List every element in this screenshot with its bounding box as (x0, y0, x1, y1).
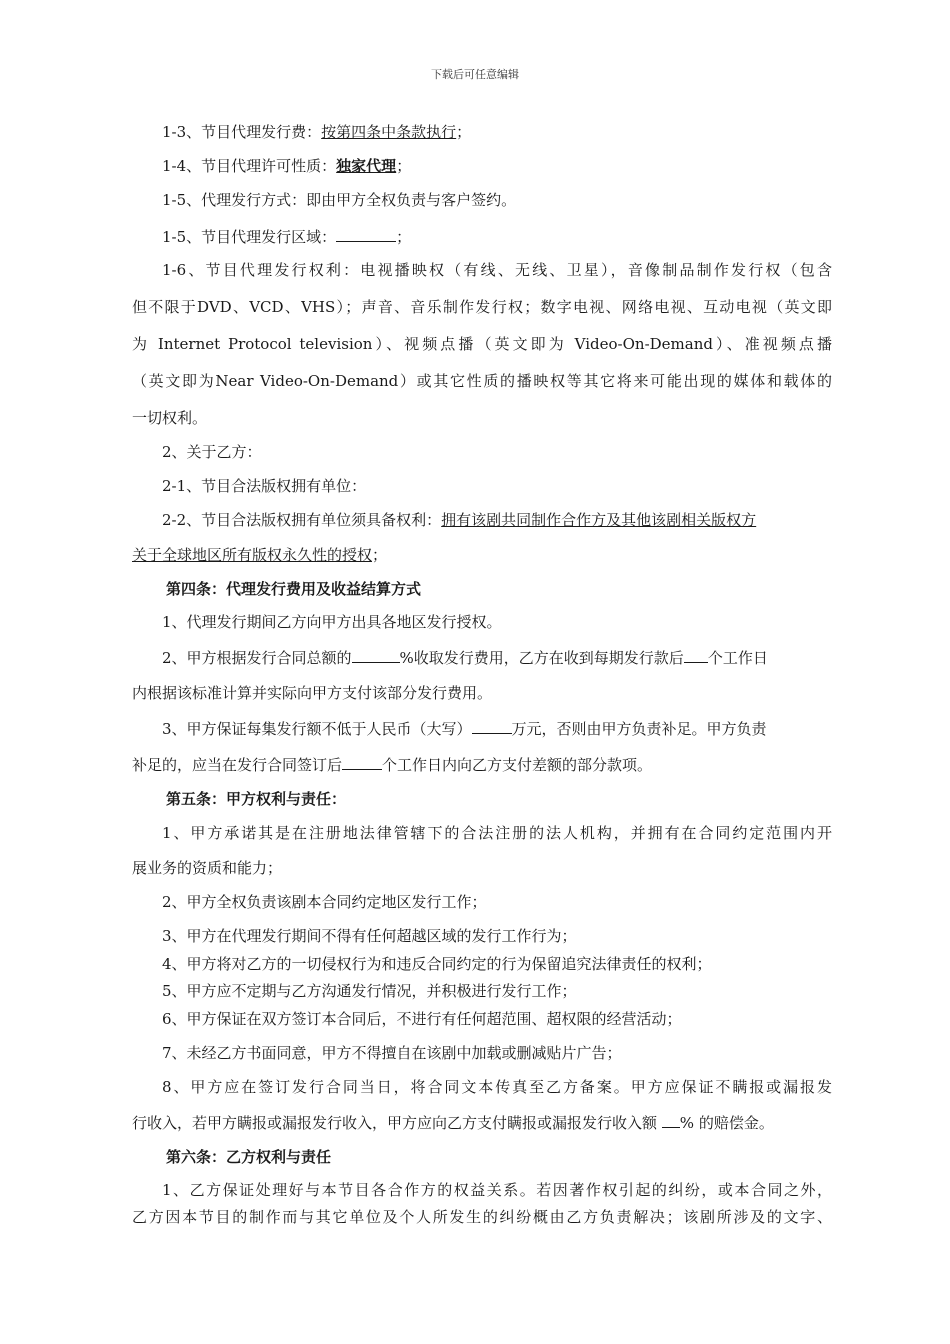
clause-1-3-value: 按第四条中条款执行 (321, 123, 457, 141)
blank-field (662, 1112, 680, 1128)
article-5-p1-line-2: 展业务的资质和能力； (132, 859, 283, 877)
blank-field (352, 647, 400, 663)
article-5-heading: 第五条：甲方权利与责任： (166, 790, 347, 808)
clause-2-2-line-1 (162, 510, 832, 530)
page-header: 下载后可任意编辑 (431, 68, 519, 81)
punctuation: ； (396, 157, 412, 175)
clause-2-2-value-cont: 关于全球地区所有版权永久性的授权 (132, 546, 373, 564)
text-run: 万元，否则由甲方负责补足。甲方负责 (511, 720, 767, 738)
blank-field (336, 226, 396, 242)
article-5-p8-line-1: 8、甲方应在签订发行合同当日，将合同文本传真至乙方备案。甲方应保证不瞒报或漏报发 (162, 1078, 832, 1096)
text-run: 行收入，若甲方瞒报或漏报发行收入，甲方应向乙方支付瞒报或漏报发行收入额 (132, 1114, 658, 1132)
clause-1-5-region (162, 226, 832, 247)
article-4-p1: 1、代理发行期间乙方向甲方出具各地区发行授权。 (162, 613, 502, 631)
blank-field (472, 718, 512, 734)
article-5-p3: 3、甲方在代理发行期间不得有任何超越区域的发行工作行为； (162, 927, 577, 945)
clause-1-5-method: 1-5、代理发行方式：即由甲方全权负责与客户签约。 (162, 191, 517, 209)
blank-field (342, 754, 382, 770)
clause-1-6-line-5: 一切权利。 (132, 409, 208, 427)
clause-1-5-region-label: 1-5、节目代理发行区域： (162, 228, 337, 246)
article-4-p3-line-2 (132, 754, 832, 775)
party-b-title: 2、关于乙方： (162, 443, 262, 461)
text-run: 3、甲方保证每集发行额不低于人民币（大写） (162, 720, 472, 738)
text-run: %收取发行费用，乙方在收到每期发行款后 (399, 649, 684, 667)
clause-1-3-label: 1-3、节目代理发行费： (162, 123, 322, 141)
article-5-p5: 5、甲方应不定期与乙方沟通发行情况，并积极进行发行工作； (162, 982, 577, 1000)
clause-1-4-label: 1-4、节目代理许可性质： (162, 157, 337, 175)
clause-1-6-line-4: （英文即为Near Video-On-Demand）或其它性质的播映权等其它将来可能出现的媒体和载体的 (132, 372, 832, 390)
text-run: 补足的，应当在发行合同签订后 (132, 756, 343, 774)
clause-2-2-value: 拥有该剧共同制作合作方及其他该剧相关版权方 (441, 511, 757, 529)
text-run: % 的赔偿金。 (679, 1114, 774, 1132)
clause-2-2-label: 2-2、节目合法版权拥有单位须具备权利： (162, 511, 442, 529)
clause-2-1: 2-1、节目合法版权拥有单位： (162, 477, 367, 495)
clause-1-6-line-3: 为 Internet Protocol television）、视频点播（英文即为 Video-On-Demand）、准视频点播 (132, 335, 832, 353)
clause-1-4 (162, 156, 832, 176)
punctuation: ； (372, 546, 388, 564)
clause-1-6-line-1: 1-6、节目代理发行权利：电视播映权（有线、无线、卫星），音像制品制作发行权（包含 (162, 261, 832, 279)
article-4-p3-line-1 (162, 718, 832, 739)
clause-1-4-value: 独家代理 (336, 157, 397, 175)
article-5-p4: 4、甲方将对乙方的一切侵权行为和违反合同约定的行为保留追究法律责任的权利； (162, 955, 712, 973)
text-run: 个工作日 (707, 649, 768, 667)
article-5-p8-line-2 (132, 1112, 832, 1133)
article-5-p6: 6、甲方保证在双方签订本合同后，不进行有任何超范围、超权限的经营活动； (162, 1010, 682, 1028)
article-5-p7: 7、未经乙方书面同意，甲方不得擅自在该剧中加载或删减贴片广告； (162, 1044, 622, 1062)
article-5-p2: 2、甲方全权负责该剧本合同约定地区发行工作； (162, 893, 487, 911)
article-6-heading: 第六条：乙方权利与责任 (166, 1148, 332, 1166)
article-6-p1-line-1: 1、乙方保证处理好与本节目各合作方的权益关系。若因著作权引起的纠纷，或本合同之外， (162, 1181, 832, 1199)
punctuation: ； (456, 123, 472, 141)
article-4-heading: 第四条：代理发行费用及收益结算方式 (166, 580, 422, 598)
text-run: 个工作日内向乙方支付差额的部分款项。 (382, 756, 653, 774)
article-4-p2-line-2: 内根据该标准计算并实际向甲方支付该部分发行费用。 (132, 684, 493, 702)
clause-1-6-line-2: 但不限于DVD、VCD、VHS）；声音、音乐制作发行权；数字电视、网络电视、互动电视（英文即 (132, 298, 832, 316)
punctuation: ； (396, 228, 412, 246)
article-6-p1-line-2: 乙方因本节目的制作而与其它单位及个人所发生的纠纷概由乙方负责解决；该剧所涉及的文字、 (132, 1208, 832, 1226)
article-4-p2-line-1 (162, 647, 832, 668)
clause-1-3 (162, 122, 832, 142)
text-run: 2、甲方根据发行合同总额的 (162, 649, 352, 667)
clause-2-2-line-2 (132, 545, 832, 565)
article-5-p1-line-1: 1、甲方承诺其是在注册地法律管辖下的合法注册的法人机构，并拥有在合同约定范围内开 (162, 824, 832, 842)
blank-field (684, 647, 708, 663)
